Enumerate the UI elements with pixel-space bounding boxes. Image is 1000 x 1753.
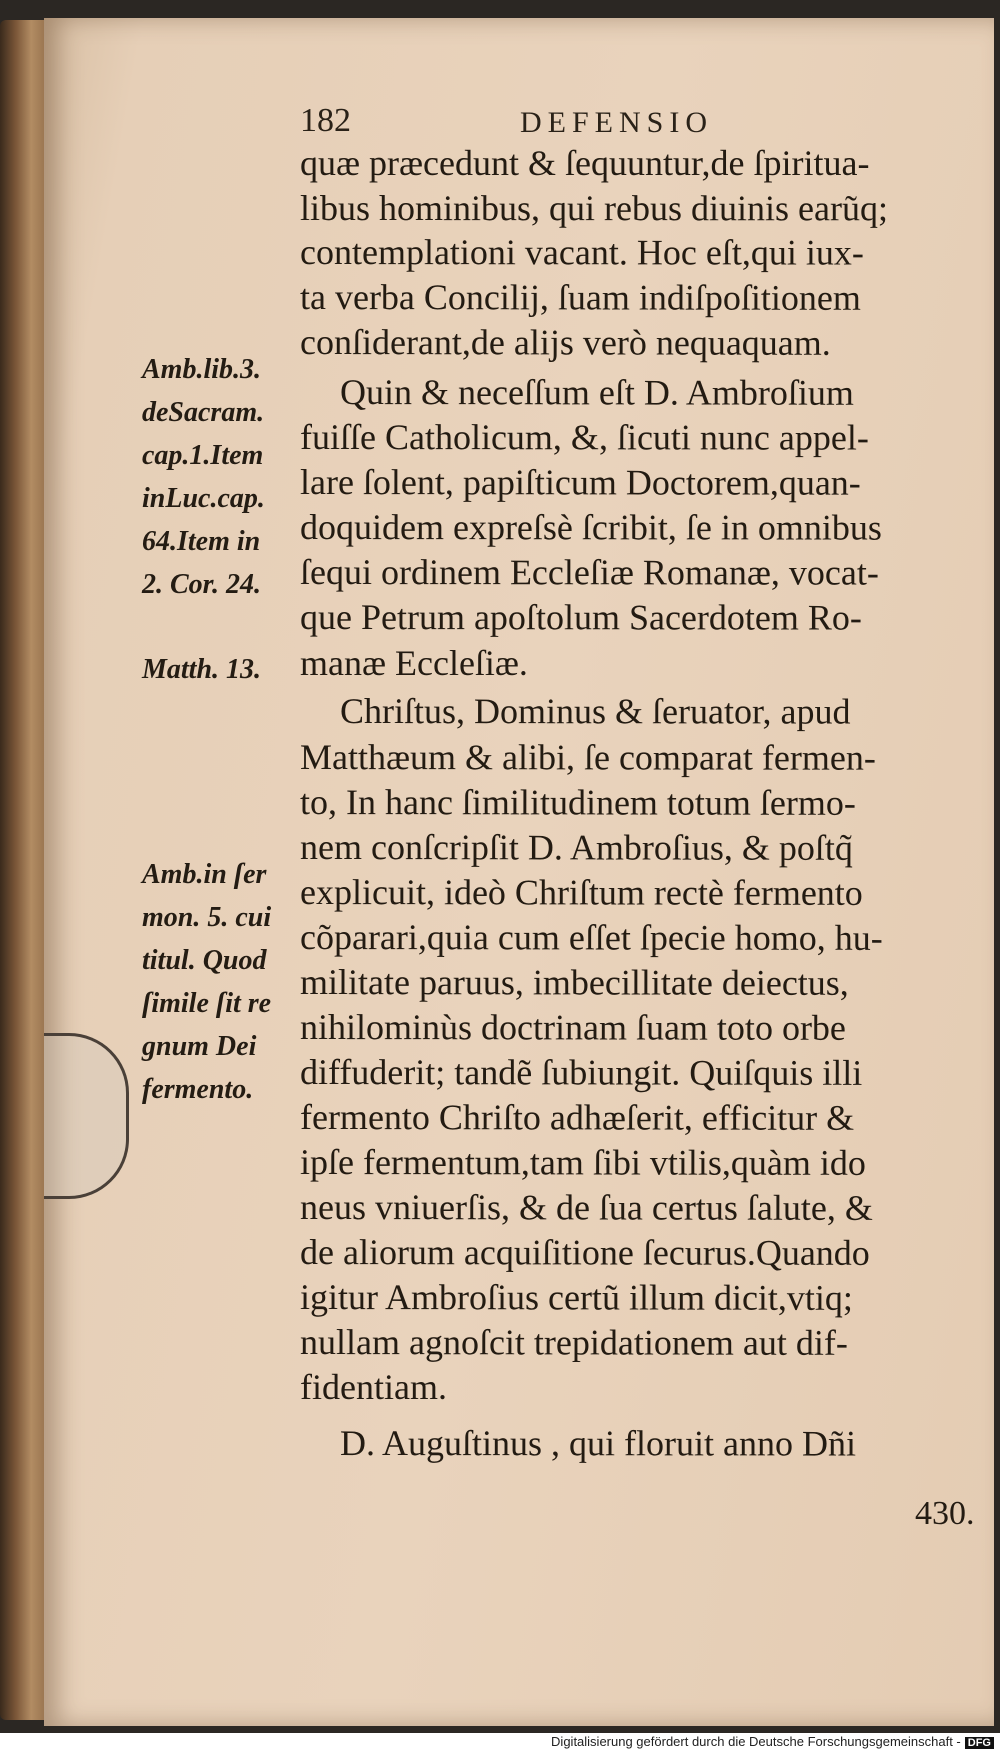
margin-note: fermento. [142, 1074, 254, 1105]
text-line: ipſe fermentum,tam ſibi vtilis,quàm ido [299, 1142, 866, 1183]
text-line: ſequi ordinem Eccleſiæ Romanæ, vocat- [299, 552, 879, 593]
margin-note: mon. 5. cui [142, 902, 272, 933]
text-line: fidentiam. [300, 1367, 447, 1407]
text-line: que Petrum apoſtolum Sacerdotem Ro- [299, 597, 862, 638]
text-line: de aliorum acquiſitione ſecurus.Quando [299, 1232, 870, 1273]
margin-note: gnum Dei [142, 1031, 257, 1062]
margin-note: ſimile ſit re [142, 988, 272, 1019]
text-line: doquidem expreſsè ſcribit, ſe in omnibus [299, 507, 882, 548]
margin-note: Matth. 13. [142, 654, 262, 685]
text-line: quæ præcedunt & ſequuntur,de ſpiritua- [300, 143, 870, 183]
footer-bar [0, 1733, 1000, 1753]
catchword: 430. [915, 1495, 975, 1532]
margin-note: cap.1.Item [142, 440, 264, 471]
margin-note: Amb.in ſer [142, 859, 267, 890]
text-line: ta verba Concilij, ſuam indiſpoſitionem [299, 277, 861, 318]
text-line: lare ſolent, papiſticum Doctorem,quan- [299, 462, 861, 503]
margin-note: inLuc.cap. [142, 483, 265, 514]
text-line: D. Auguſtinus , qui floruit anno Dñi [339, 1423, 857, 1464]
text-line: manæ Eccleſiæ. [300, 643, 528, 683]
text-line: Chriſtus, Dominus & ſeruator, apud [339, 691, 851, 732]
text-line: Quin & neceſſum eſt D. Ambroſium [339, 372, 854, 413]
text-line: cõparari,quia cum eſſet ſpecie homo, hu- [299, 917, 883, 958]
text-line: libus hominibus, qui rebus diuinis earũq; [299, 188, 888, 229]
text-line: conſiderant,de alijs verò nequaquam. [299, 322, 831, 363]
text-line: diffuderit; tandẽ ſubiungit. Quiſquis illi [299, 1052, 863, 1093]
text-line: nullam agnoſcit trepidationem aut dif- [299, 1322, 848, 1363]
text-line: nihilominùs doctrinam ſuam toto orbe [299, 1007, 846, 1048]
margin-note: titul. Quod [142, 945, 267, 976]
text-line: to, In hanc ſimilitudinem totum ſermo- [299, 782, 856, 823]
text-line: contemplationi vacant. Hoc eſt,qui iux- [299, 232, 864, 273]
page-clip [44, 1033, 129, 1199]
page-number: 182 [300, 102, 351, 139]
text-line: fuiſſe Catholicum, &, ſicuti nunc appel- [299, 417, 869, 458]
text-line: explicuit, ideò Chriſtum rectè fermento [299, 872, 863, 913]
text-line: fermento Chriſto adhæſerit, efficitur & [299, 1097, 855, 1138]
footer-credit-text: Digitalisierung gefördert durch die Deutsche Forschungsgemeinschaft - [551, 1734, 961, 1749]
text-line: Matthæum & alibi, ſe comparat fermen- [299, 737, 876, 778]
footer-credit [551, 1734, 994, 1749]
margin-note: deSacram. [142, 397, 265, 428]
text-line: neus vniuerſis, & de ſua certus ſalute, & [299, 1187, 873, 1228]
margin-note: 64.Item in [142, 526, 261, 557]
margin-note: Amb.lib.3. [142, 354, 262, 385]
text-line: igitur Ambroſius certũ illum dicit,vtiq; [299, 1277, 853, 1318]
text-line: militate paruus, imbecillitate deiectus, [299, 962, 849, 1003]
margin-note: 2. Cor. 24. [142, 569, 262, 600]
text-line: nem conſcripſit D. Ambroſius, & poſtq̃ [299, 827, 853, 868]
dfg-logo: DFG [965, 1737, 994, 1749]
running-title: DEFENSIO [520, 106, 714, 139]
running-head [300, 102, 900, 142]
